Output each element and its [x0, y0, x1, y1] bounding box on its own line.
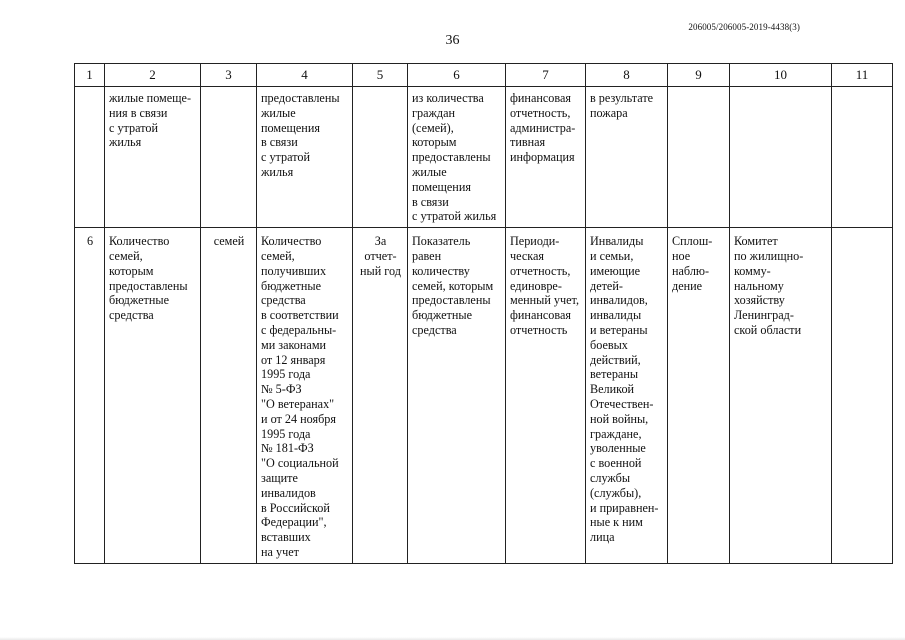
- table-cell: 6: [75, 228, 105, 564]
- table-cell: [832, 87, 893, 228]
- table-cell: [75, 87, 105, 228]
- table-cell: [730, 87, 832, 228]
- column-number: 11: [832, 64, 893, 87]
- table-cell: За отчет- ный год: [353, 228, 408, 564]
- table-cell: [353, 87, 408, 228]
- column-number: 9: [668, 64, 730, 87]
- table-cell: [832, 228, 893, 564]
- indicator-table: [74, 63, 893, 564]
- column-number: 1: [75, 64, 105, 87]
- table-row: [75, 228, 893, 564]
- column-number: 3: [201, 64, 257, 87]
- table-cell: жилые помеще- ния в связи с утратой жилья: [105, 87, 201, 228]
- column-number: 5: [353, 64, 408, 87]
- column-number: 10: [730, 64, 832, 87]
- table-cell: Показатель равен количеству семей, которым предоставлены бюджетные средства: [408, 228, 506, 564]
- table-cell: из количества граждан (семей), которым предоставлены жилые помещения в связи с утратой жилья: [408, 87, 506, 228]
- column-number-row: [75, 64, 893, 87]
- table-cell: в результате пожара: [586, 87, 668, 228]
- table-cell: Комитет по жилищно- комму- нальному хозяйству Ленинград- ской области: [730, 228, 832, 564]
- table-cell: Периоди- ческая отчетность, единовре- менный учет, финансовая отчетность: [506, 228, 586, 564]
- page-number: 36: [445, 33, 460, 48]
- column-number: 2: [105, 64, 201, 87]
- table-cell: предоставлены жилые помещения в связи с утратой жилья: [257, 87, 353, 228]
- document-code: 206005/206005-2019-4438(3): [688, 22, 800, 32]
- table-cell: финансовая отчетность, администра- тивная информация: [506, 87, 586, 228]
- column-number: 8: [586, 64, 668, 87]
- table-row: [75, 87, 893, 228]
- table-cell: Количество семей, получивших бюджетные средства в соответствии с федеральны- ми законами от 12 января 1995 года № 5-ФЗ "О ветеранах" и от 24 ноября 1995 года № 181-ФЗ "О социальной защите инвалидов в Российской Федерации", вставших на учет: [257, 228, 353, 564]
- table-cell: Количество семей, которым предоставлены бюджетные средства: [105, 228, 201, 564]
- table-cell: [201, 87, 257, 228]
- column-number: 7: [506, 64, 586, 87]
- table-cell: [668, 87, 730, 228]
- table-cell: семей: [201, 228, 257, 564]
- table-cell: Инвалиды и семьи, имеющие детей- инвалидов, инвалиды и ветераны боевых действий, ветераны Великой Отечествен- ной войны, граждане, уволенные с военной службы (службы), и приравнен- ные к ним лица: [586, 228, 668, 564]
- column-number: 4: [257, 64, 353, 87]
- column-number: 6: [408, 64, 506, 87]
- table-cell: Сплош- ное наблю- дение: [668, 228, 730, 564]
